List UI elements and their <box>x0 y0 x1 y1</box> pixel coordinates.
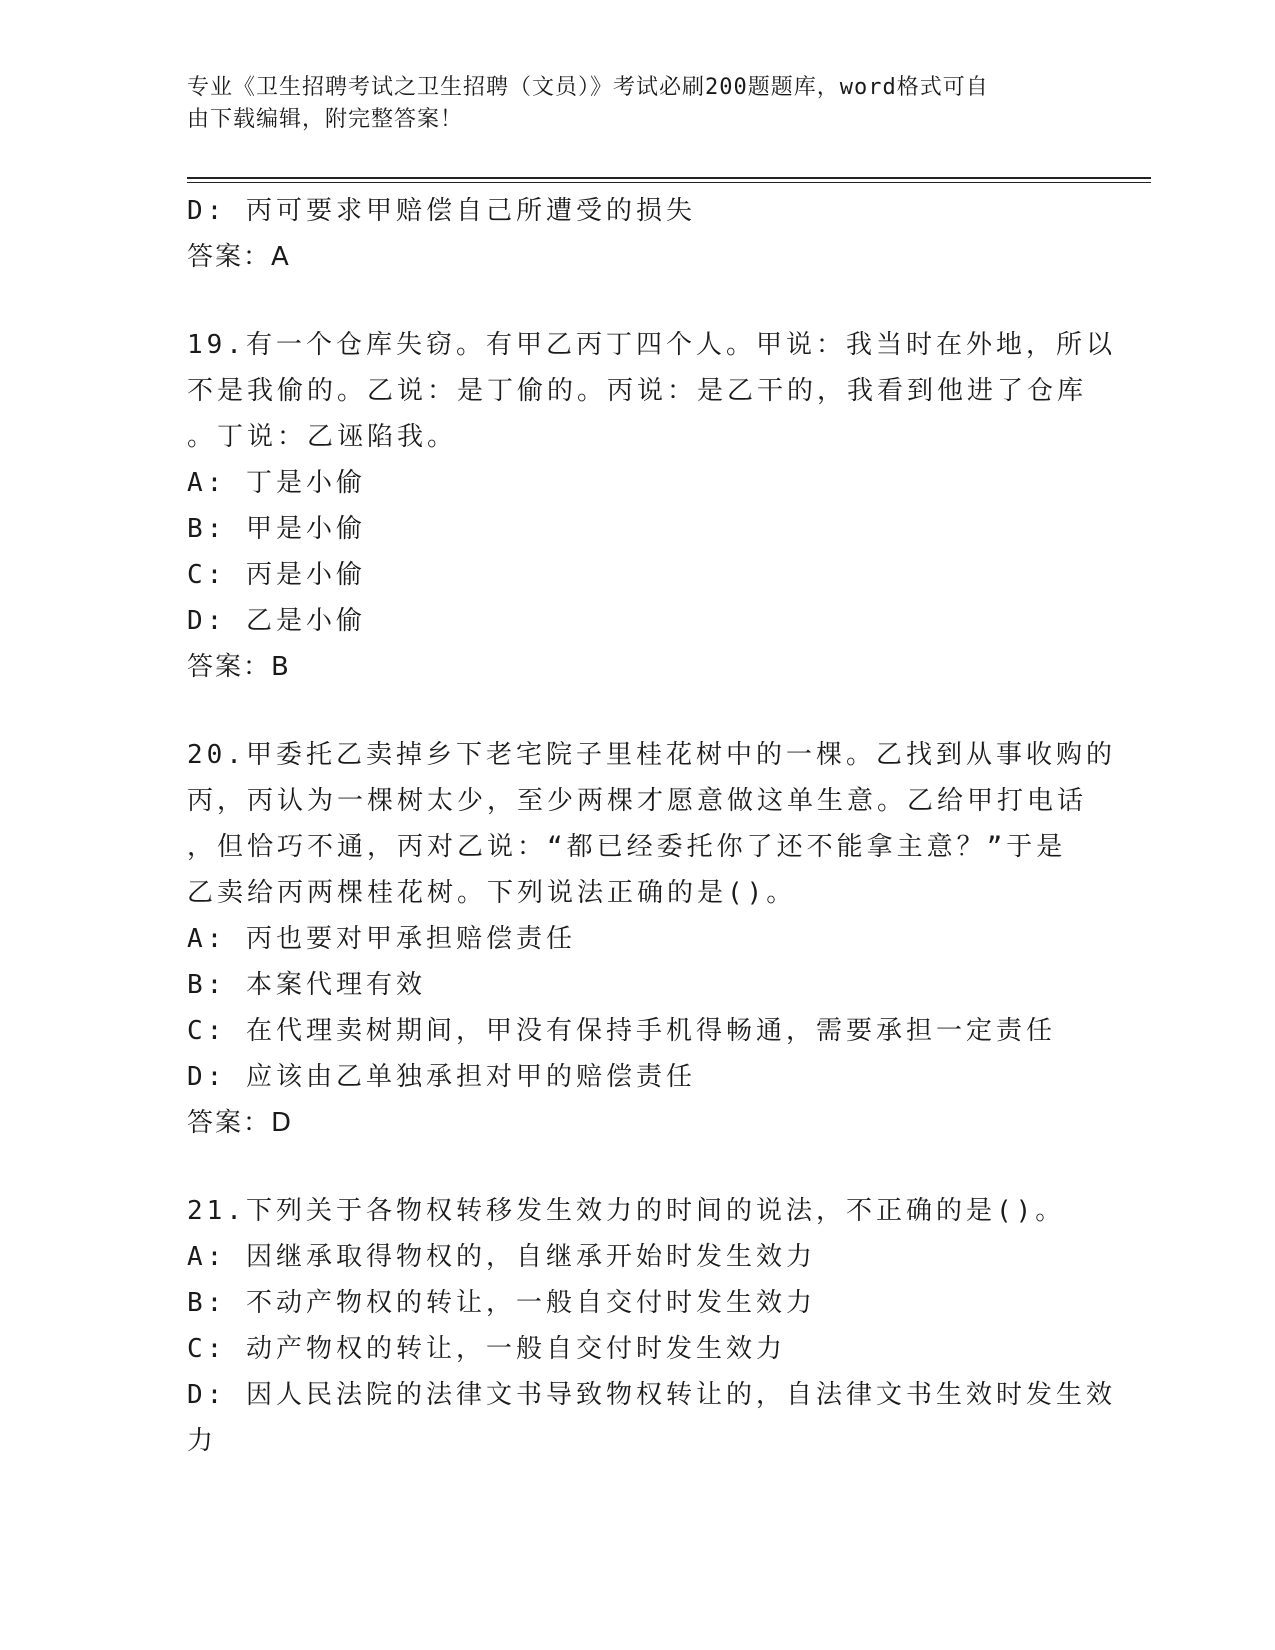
question-stem-line: 20.甲委托乙卖掉乡下老宅院子里桂花树中的一棵。乙找到从事收购的 <box>187 740 1116 770</box>
answer-label: 答案：B <box>187 652 291 682</box>
spacer <box>187 1146 1087 1188</box>
question-21 <box>187 1188 1116 1464</box>
option-d: D: 因人民法院的法律文书导致物权转让的，自法律文书生效时发生效 <box>187 1380 1116 1410</box>
option-c: C: 在代理卖树期间，甲没有保持手机得畅通，需要承担一定责任 <box>187 1016 1056 1046</box>
header-line-2: 由下载编辑，附完整答案！ <box>187 107 464 132</box>
option-d: D: 丙可要求甲赔偿自己所遭受的损失 <box>187 196 696 226</box>
option-d: D: 乙是小偷 <box>187 606 366 636</box>
option-b: B: 本案代理有效 <box>187 970 426 1000</box>
spacer <box>187 280 1087 322</box>
question-stem-line: 19.有一个仓库失窃。有甲乙丙丁四个人。甲说：我当时在外地，所以 <box>187 330 1116 360</box>
question-stem-line: 。丁说：乙诬陷我。 <box>187 422 458 452</box>
question-content <box>187 188 1116 1464</box>
question-stem-line: 不是我偷的。乙说：是丁偷的。丙说：是乙干的，我看到他进了仓库 <box>187 376 1088 406</box>
question-stem-line: 21.下列关于各物权转移发生效力的时间的说法，不正确的是()。 <box>187 1196 1066 1226</box>
question-stem-line: 丙，丙认为一棵树太少，至少两棵才愿意做这单生意。乙给甲打电话 <box>187 786 1088 816</box>
option-a: A: 因继承取得物权的，自继承开始时发生效力 <box>187 1242 816 1272</box>
spacer <box>187 690 1087 732</box>
option-a: A: 丙也要对甲承担赔偿责任 <box>187 924 576 954</box>
header-divider-thick <box>187 177 1151 179</box>
option-b: B: 甲是小偷 <box>187 514 366 544</box>
option-d: D: 应该由乙单独承担对甲的赔偿责任 <box>187 1062 696 1092</box>
option-b: B: 不动产物权的转让，一般自交付时发生效力 <box>187 1288 816 1318</box>
question-20 <box>187 732 1116 1146</box>
answer-label: 答案：D <box>187 1108 294 1138</box>
option-c: C: 动产物权的转让，一般自交付时发生效力 <box>187 1334 786 1364</box>
question-18-tail <box>187 188 1087 280</box>
option-a: A: 丁是小偷 <box>187 468 366 498</box>
document-header <box>187 72 1067 136</box>
header-line-1: 专业《卫生招聘考试之卫生招聘（文员）》考试必刷200题题库，word格式可自 <box>187 75 989 100</box>
question-stem-line: 乙卖给丙两棵桂花树。下列说法正确的是()。 <box>187 878 797 908</box>
option-d-continuation: 力 <box>187 1426 218 1456</box>
question-19 <box>187 322 1116 690</box>
header-divider-thin <box>187 182 1151 183</box>
question-stem-line: ，但恰巧不通，丙对乙说：“都已经委托你了还不能拿主意？”于是 <box>187 832 1067 862</box>
answer-label: 答案：A <box>187 242 291 272</box>
option-c: C: 丙是小偷 <box>187 560 366 590</box>
